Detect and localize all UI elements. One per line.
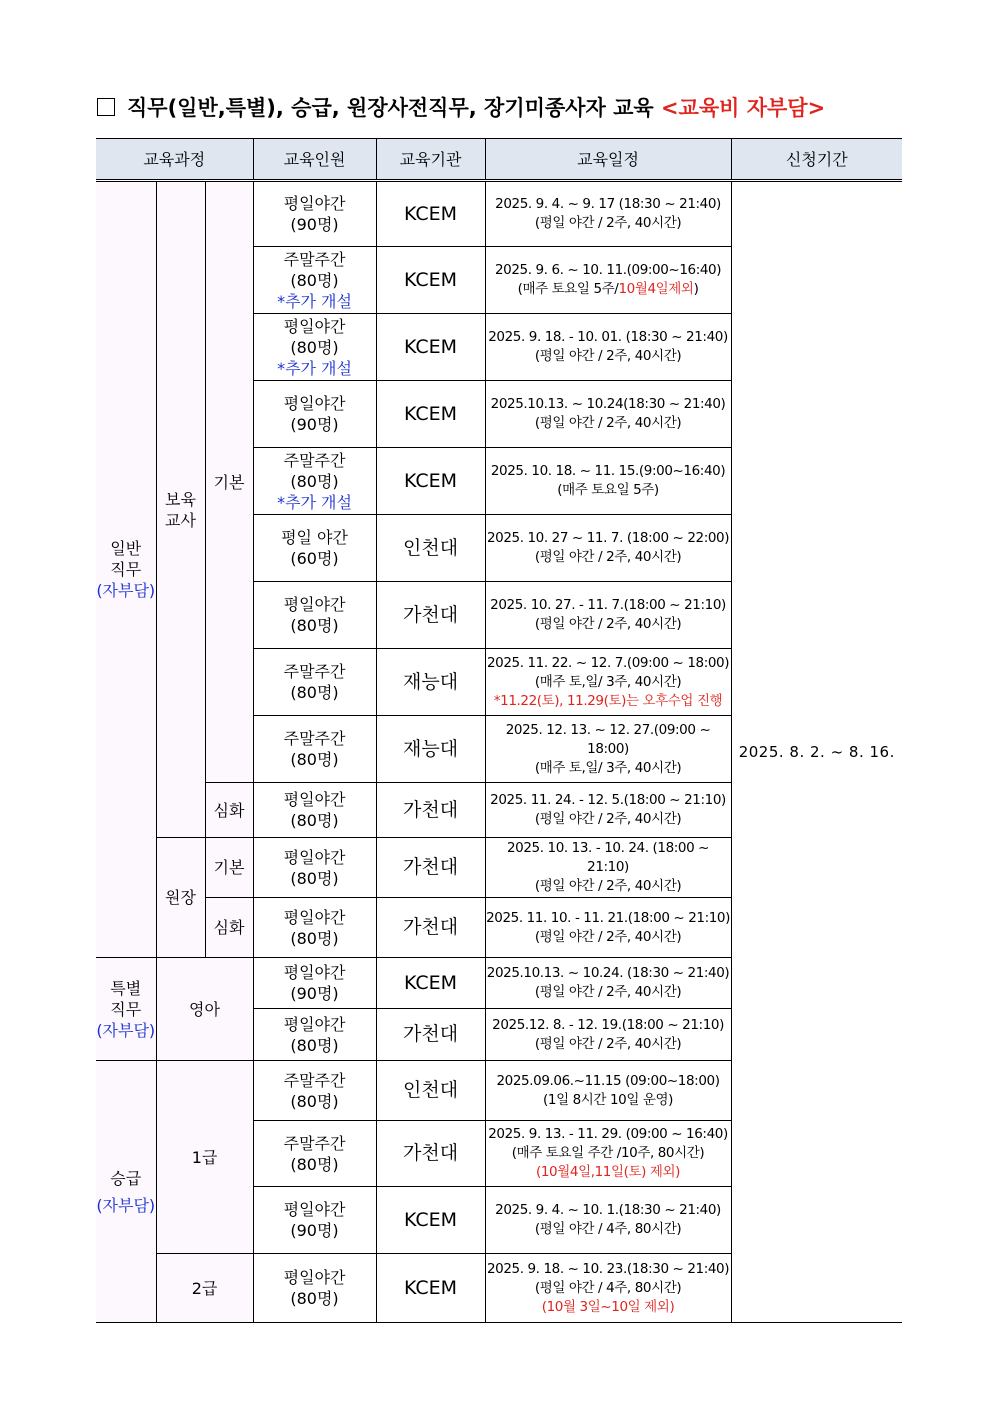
people-cell: [253, 1121, 376, 1187]
header-course: 교육과정: [96, 139, 253, 181]
cell-text: (90명): [290, 415, 339, 434]
schedule-cell: [485, 958, 731, 1009]
cell-text: (평일 야간 / 2주, 40시간): [534, 1035, 682, 1052]
cell-text: (매주 토,일/ 3주, 40시간): [534, 759, 682, 776]
cell-text: (평일 야간 / 2주, 40시간): [534, 984, 682, 1000]
institution-cell: KCEM: [376, 958, 485, 1009]
cell-text: 승급: [110, 1168, 142, 1188]
cell-text: (평일 야간 / 4주, 80시간): [534, 1221, 682, 1237]
cell-text: (10월4일,11일(토) 제외): [536, 1164, 681, 1180]
people-cell: [253, 1254, 376, 1323]
title-suffix: <교육비 자부담>: [660, 96, 826, 120]
cell-text: ): [693, 281, 699, 297]
cell-text: 평일야간: [283, 907, 346, 927]
people-cell: [253, 314, 376, 381]
category-general: [96, 181, 156, 958]
category-special: [96, 958, 156, 1061]
institution-cell: 재능대: [376, 716, 485, 783]
cell-text: (자부담): [96, 581, 156, 600]
people-cell: [253, 181, 376, 247]
cell-text: 평일야간: [283, 963, 346, 982]
schedule-cell: [485, 649, 731, 716]
cell-text: 2025.10.13. ~ 10.24. (18:30 ~ 21:40): [486, 965, 730, 981]
cell-text: (80명): [290, 1091, 339, 1111]
institution-cell: 가천대: [376, 783, 485, 838]
institution-cell: KCEM: [376, 314, 485, 381]
schedule-cell: [485, 1254, 731, 1323]
institution-cell: KCEM: [376, 1254, 485, 1323]
schedule-cell: [485, 515, 731, 582]
schedule-cell: [485, 582, 731, 649]
cell-text: 주말주간: [283, 450, 346, 470]
people-cell: [253, 448, 376, 515]
institution-cell: 가천대: [376, 898, 485, 958]
people-cell: [253, 898, 376, 958]
table-row: [96, 181, 902, 247]
cell-text: 평일야간: [283, 847, 346, 867]
cell-text: 2025.09.06.~11.15 (09:00~18:00): [496, 1072, 720, 1089]
schedule-cell: [485, 783, 731, 838]
category-director: 원장: [156, 838, 205, 958]
cell-text: 2025. 9. 13. - 11. 29. (09:00 ~ 16:40): [488, 1126, 728, 1142]
institution-cell: 가천대: [376, 838, 485, 898]
cell-text: 평일야간: [283, 394, 346, 413]
cell-text: *추가 개설: [277, 492, 352, 512]
cell-text: (80명): [290, 1289, 339, 1308]
category-advanced: 심화: [205, 898, 253, 958]
people-cell: [253, 958, 376, 1009]
cell-text: (80명): [290, 337, 339, 357]
cell-text: (평일 야간 / 2주, 40시간): [534, 878, 682, 894]
cell-text: (매주 토요일 5주): [557, 482, 659, 498]
cell-text: 2025. 10. 18. ~ 11. 15.(9:00~16:40): [490, 463, 726, 479]
header-row: [96, 139, 902, 181]
people-cell: [253, 1061, 376, 1121]
category-promotion: [96, 1061, 156, 1323]
people-cell: [253, 381, 376, 448]
cell-text: (90명): [290, 984, 339, 1003]
people-cell: [253, 247, 376, 314]
cell-text: 2025. 10. 27. - 11. 7.(18:00 ~ 21:10): [490, 597, 726, 613]
cell-text: 2025. 9. 18. - 10. 01. (18:30 ~ 21:40): [488, 329, 728, 345]
people-cell: [253, 582, 376, 649]
cell-text: 보육: [165, 489, 196, 509]
institution-cell: KCEM: [376, 247, 485, 314]
institution-cell: 가천대: [376, 1121, 485, 1187]
schedule-cell: [485, 381, 731, 448]
cell-text: 직무: [110, 560, 142, 579]
category-infant: 영아: [156, 958, 253, 1061]
checkbox-square-icon: [97, 98, 115, 116]
cell-text: 2025. 9. 6. ~ 10. 11.(09:00~16:40): [494, 262, 722, 278]
schedule-cell: [485, 181, 731, 247]
people-cell: [253, 1009, 376, 1061]
cell-text: 평일야간: [283, 316, 346, 336]
cell-text: (80명): [290, 683, 339, 702]
education-schedule-table: [96, 138, 902, 1323]
institution-cell: 가천대: [376, 1009, 485, 1061]
cell-text: (평일 야간 / 2주, 40시간): [534, 928, 682, 945]
cell-text: 교사: [165, 510, 196, 530]
cell-text: 평일야간: [283, 194, 346, 213]
cell-text: *11.22(토), 11.29(토)는 오후수업 진행: [493, 692, 723, 709]
institution-cell: 재능대: [376, 649, 485, 716]
cell-text: (60명): [290, 549, 339, 568]
cell-text: 주말주간: [283, 249, 346, 269]
cell-text: 2025. 9. 4. ~ 9. 17 (18:30 ~ 21:40): [495, 196, 721, 212]
cell-text: 2025. 11. 10. - 11. 21.(18:00 ~ 21:10): [486, 909, 730, 926]
cell-text: 2025. 10. 13. - 10. 24. (18:00 ~ 21:10): [506, 840, 710, 875]
cell-text: *추가 개설: [277, 291, 352, 311]
cell-text: 2025. 9. 4. ~ 10. 1.(18:30 ~ 21:40): [495, 1202, 721, 1218]
cell-text: 2025. 12. 13. ~ 12. 27.(09:00 ~ 18:00): [505, 721, 711, 757]
cell-text: (80명): [290, 471, 339, 491]
schedule-cell: [485, 314, 731, 381]
category-advanced: 심화: [205, 783, 253, 838]
cell-text: (10월 3일~10일 제외): [541, 1298, 675, 1315]
cell-text: (80명): [290, 928, 339, 948]
cell-text: (평일 야간 / 2주, 40시간): [534, 549, 682, 565]
schedule-cell: [485, 898, 731, 958]
cell-text: 2025.10.13. ~ 10.24(18:30 ~ 21:40): [490, 396, 726, 412]
cell-text: 특별: [110, 978, 142, 998]
cell-text: 평일야간: [283, 1014, 346, 1034]
cell-text: 주말주간: [283, 1133, 346, 1153]
header-period: 신청기간: [731, 139, 902, 181]
cell-text: (자부담): [96, 1020, 156, 1040]
institution-cell: KCEM: [376, 448, 485, 515]
cell-text: (평일 야간 / 2주, 40시간): [534, 616, 682, 632]
cell-text: 평일 야간: [281, 528, 348, 547]
cell-text: 2025.12. 8. - 12. 19.(18:00 ~ 21:10): [492, 1016, 724, 1033]
institution-cell: KCEM: [376, 381, 485, 448]
cell-text: (80명): [290, 616, 339, 635]
schedule-cell: [485, 716, 731, 783]
cell-text: (평일 야간 / 2주, 40시간): [534, 348, 682, 364]
people-cell: [253, 649, 376, 716]
cell-text: 10월4일제외: [618, 281, 694, 297]
schedule-cell: [485, 1187, 731, 1254]
cell-text: (90명): [290, 1221, 339, 1240]
cell-text: 2025. 11. 24. - 12. 5.(18:00 ~ 21:10): [490, 792, 726, 808]
cell-text: 평일야간: [283, 1200, 346, 1219]
people-cell: [253, 838, 376, 898]
cell-text: (평일 야간 / 4주, 80시간): [534, 1279, 682, 1296]
schedule-cell: [485, 1121, 731, 1187]
cell-text: 평일야간: [283, 1268, 346, 1287]
institution-cell: 인천대: [376, 1061, 485, 1121]
header-schedule: 교육일정: [485, 139, 731, 181]
schedule-cell: [485, 1009, 731, 1061]
schedule-cell: [485, 838, 731, 898]
title-main: 직무(일반,특별), 승급, 원장사전직무, 장기미종사자 교육: [127, 96, 654, 120]
cell-text: (90명): [290, 215, 339, 234]
cell-text: 2025. 11. 22. ~ 12. 7.(09:00 ~ 18:00): [486, 654, 730, 671]
cell-text: (80명): [290, 270, 339, 290]
header-institution: 교육기관: [376, 139, 485, 181]
category-basic: 기본: [205, 181, 253, 783]
cell-text: (매주 토,일/ 3주, 40시간): [534, 673, 682, 690]
category-grade1: 1급: [156, 1061, 253, 1254]
institution-cell: 가천대: [376, 582, 485, 649]
cell-text: 2025. 9. 18. ~ 10. 23.(18:30 ~ 21:40): [486, 1260, 730, 1277]
cell-text: 평일야간: [283, 790, 346, 809]
page-title: [97, 90, 897, 126]
people-cell: [253, 783, 376, 838]
header-people: 교육인원: [253, 139, 376, 181]
category-teacher: [156, 181, 205, 838]
cell-text: (자부담): [96, 1195, 156, 1215]
institution-cell: KCEM: [376, 181, 485, 247]
cell-text: 평일야간: [283, 595, 346, 614]
cell-text: 주말주간: [283, 662, 346, 681]
institution-cell: 인천대: [376, 515, 485, 582]
cell-text: (80명): [290, 1035, 339, 1055]
cell-text: (80명): [290, 868, 339, 888]
schedule-cell: [485, 247, 731, 314]
category-grade2: 2급: [156, 1254, 253, 1323]
institution-cell: KCEM: [376, 1187, 485, 1254]
cell-text: 주말주간: [283, 1070, 346, 1090]
cell-text: (매주 토요일 주간 /10주, 80시간): [511, 1145, 705, 1161]
cell-text: (평일 야간 / 2주, 40시간): [534, 811, 682, 827]
cell-text: (1일 8시간 10일 운영): [543, 1091, 674, 1108]
cell-text: 2025. 10. 27 ~ 11. 7. (18:00 ~ 22:00): [486, 530, 730, 546]
people-cell: [253, 716, 376, 783]
cell-text: 일반: [110, 539, 142, 558]
people-cell: [253, 515, 376, 582]
schedule-cell: [485, 448, 731, 515]
cell-text: (80명): [290, 1154, 339, 1174]
cell-text: 직무: [110, 999, 142, 1019]
cell-text: (80명): [290, 811, 339, 830]
cell-text: 주말주간: [283, 729, 346, 748]
application-period: 2025. 8. 2. ~ 8. 16.: [731, 181, 902, 1323]
cell-text: (평일 야간 / 2주, 40시간): [534, 215, 682, 231]
people-cell: [253, 1187, 376, 1254]
cell-text: (매주 토요일 5주/: [517, 281, 619, 297]
cell-text: *추가 개설: [277, 358, 352, 378]
schedule-cell: [485, 1061, 731, 1121]
cell-text: (80명): [290, 750, 339, 769]
cell-text: (평일 야간 / 2주, 40시간): [534, 415, 682, 431]
category-basic: 기본: [205, 838, 253, 898]
